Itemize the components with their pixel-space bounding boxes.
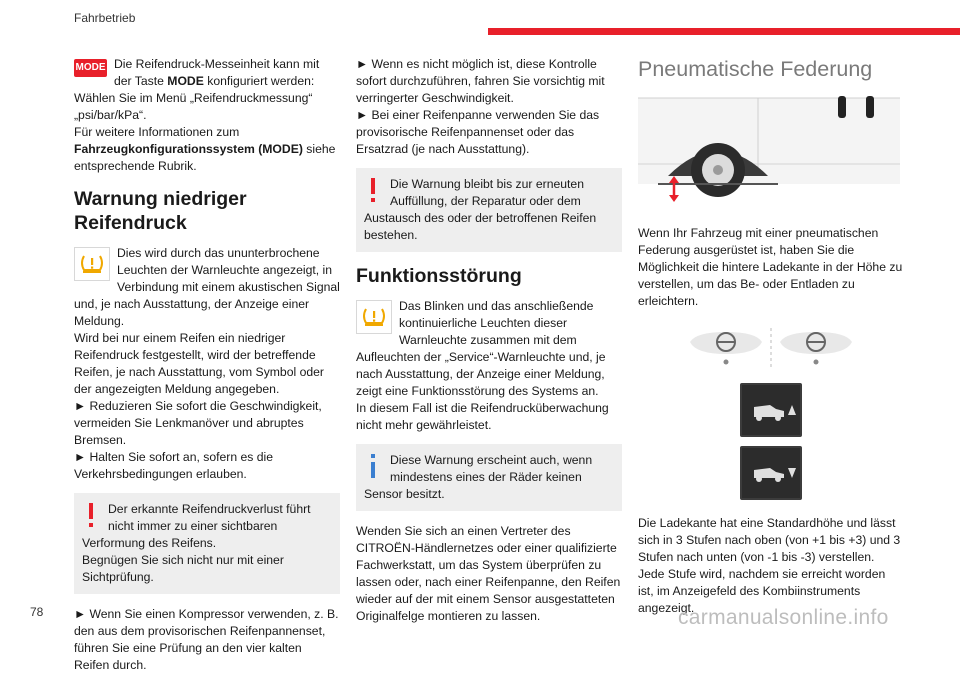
malfunction-text-1: Das Blinken und das anschließende kontinuierliche Leuchten dieser Warnleuchte zusammen mit dem Aufleuchten der „Service“-Warnleuchte und, je nach Ausstattung, der Anzeige einer Meldung, zeigt eine Funktionsstörung des Systems an. bbox=[356, 299, 606, 398]
warning-step-2: ► Halten Sie sofort an, sofern es die Verkehrsbedingungen erlauben. bbox=[74, 450, 274, 481]
tire-pressure-warning-icon bbox=[74, 247, 110, 281]
suspension-levels: Die Ladekante hat eine Standardhöhe und lässt sich in 3 Stufen nach oben (von +1 bis +3) und 3 Stufen nach unten (von -1 bis -3) verstellen. Jede Stufe wird, nachdem sie erreicht worden ist, im Anzeigefeld des Kombiinstruments angezeigt. bbox=[638, 516, 901, 615]
heading-air-suspension: Pneumatische Federung bbox=[638, 57, 873, 81]
column-right bbox=[638, 56, 904, 617]
note-text-2: Begnügen Sie sich nicht nur mit einer Sichtprüfung. bbox=[82, 553, 284, 584]
note-text-1: Der erkannte Reifendruckverlust führt nicht immer zu einer sichtbaren Verformung des Reifens. bbox=[82, 502, 311, 550]
mode-button-icon: MODE bbox=[74, 59, 107, 77]
lower-rear-button bbox=[740, 446, 802, 500]
puncture-text: ► Bei einer Reifenpanne verwenden Sie das provisorische Reifenpannenset oder das Ersatzrad (je nach Ausstattung). bbox=[356, 108, 600, 156]
note-text: Die Warnung bleibt bis zur erneuten Auffüllung, der Reparatur oder dem Austausch des oder der betroffenen Reifen bestehen. bbox=[364, 177, 597, 242]
raise-rear-button bbox=[740, 383, 802, 437]
dealer-text: Wenden Sie sich an einen Vertreter des CITROËN-Händlernetzes oder einer qualifizierte Fachwerkstatt, um das System überprüfen zu lassen oder, nach einer Reifenpanne, den Reifen wieder auf der mit einem Sensor ausgestatteten Originalfelge montieren zu lassen. bbox=[356, 524, 621, 623]
warning-text-1: Dies wird durch das ununterbrochene Leuchten der Warnleuchte angezeigt, in Verbindung mit einem akustischen Signal und, je nach Ausstattung, der Anzeige einer Meldung. bbox=[74, 246, 340, 328]
lower-button-illustration bbox=[638, 446, 904, 505]
heading-low-pressure: Warnung niedriger Reifendruck bbox=[74, 188, 247, 234]
config-text-end: siehe entsprechende Rubrik. bbox=[74, 142, 336, 173]
column-middle bbox=[356, 56, 622, 625]
van-rear-illustration bbox=[638, 92, 904, 211]
suspension-intro: Wenn Ihr Fahrzeug mit einer pneumatischen Federung ausgerüstet ist, haben Sie die Möglichkeit die hintere Ladekante in der Höhe zu verstellen, um das Be- oder Entladen zu erleichtern. bbox=[638, 226, 903, 308]
warning-text-2: Wird bei nur einem Reifen ein niedriger Reifendruck festgestellt, wird der betreffende Reifen, je nach Ausstattung, vom Symbol oder der angezeigten Meldung angegeben. bbox=[74, 331, 324, 396]
note-sensor bbox=[356, 444, 622, 511]
check-text: ► Wenn es nicht möglich ist, diese Kontrolle sofort durchzuführen, fahren Sie vorsichtig mit verringerter Geschwindigkeit. bbox=[356, 57, 605, 105]
exclamation-icon bbox=[364, 178, 382, 204]
steering-wheel-controls bbox=[686, 324, 856, 372]
suspension-controls-illustration bbox=[638, 324, 904, 377]
exclamation-icon bbox=[82, 503, 100, 529]
header-accent-bar bbox=[488, 28, 960, 35]
note-deformation bbox=[74, 493, 340, 594]
mode-paragraph bbox=[74, 56, 340, 124]
mode-keyword: MODE bbox=[167, 74, 204, 88]
page-number: 78 bbox=[30, 605, 44, 619]
compressor-text: ► Wenn Sie einen Kompressor verwenden, z. B. den aus dem provisorischen Reifenpannenset, führen Sie eine Prüfung an den vier kalten Reifen durch. bbox=[74, 607, 339, 672]
warning-step-1: ► Reduzieren Sie sofort die Geschwindigkeit, vermeiden Sie Lenkmanöver und abruptes Bremsen. bbox=[74, 399, 322, 447]
running-header: Fahrbetrieb bbox=[74, 11, 136, 25]
config-paragraph bbox=[74, 124, 340, 175]
malfunction-text-2: In diesem Fall ist die Reifendrucküberwachung nicht mehr gewährleistet. bbox=[356, 401, 609, 432]
watermark: carmanualsonline.info bbox=[678, 606, 889, 629]
info-icon bbox=[364, 454, 382, 480]
config-keyword: Fahrzeugkonfigurationssystem (MODE) bbox=[74, 142, 303, 156]
mode-text: Die Reifendruck-Messeinheit kann mit der Taste bbox=[114, 57, 320, 88]
column-left bbox=[74, 56, 340, 674]
heading-malfunction: Funktionsstörung bbox=[356, 265, 522, 287]
mode-text-end: konfiguriert werden: Wählen Sie im Menü „Reifendruckmessung“ „psi/bar/kPa“. bbox=[74, 74, 315, 122]
tire-pressure-warning-icon bbox=[356, 300, 392, 334]
config-text: Für weitere Informationen zum bbox=[74, 125, 240, 139]
note-text: Diese Warnung erscheint auch, wenn mindestens eines der Räder keinen Sensor besitzt. bbox=[364, 453, 593, 501]
note-warning-persists bbox=[356, 168, 622, 252]
raise-button-illustration bbox=[638, 383, 904, 442]
